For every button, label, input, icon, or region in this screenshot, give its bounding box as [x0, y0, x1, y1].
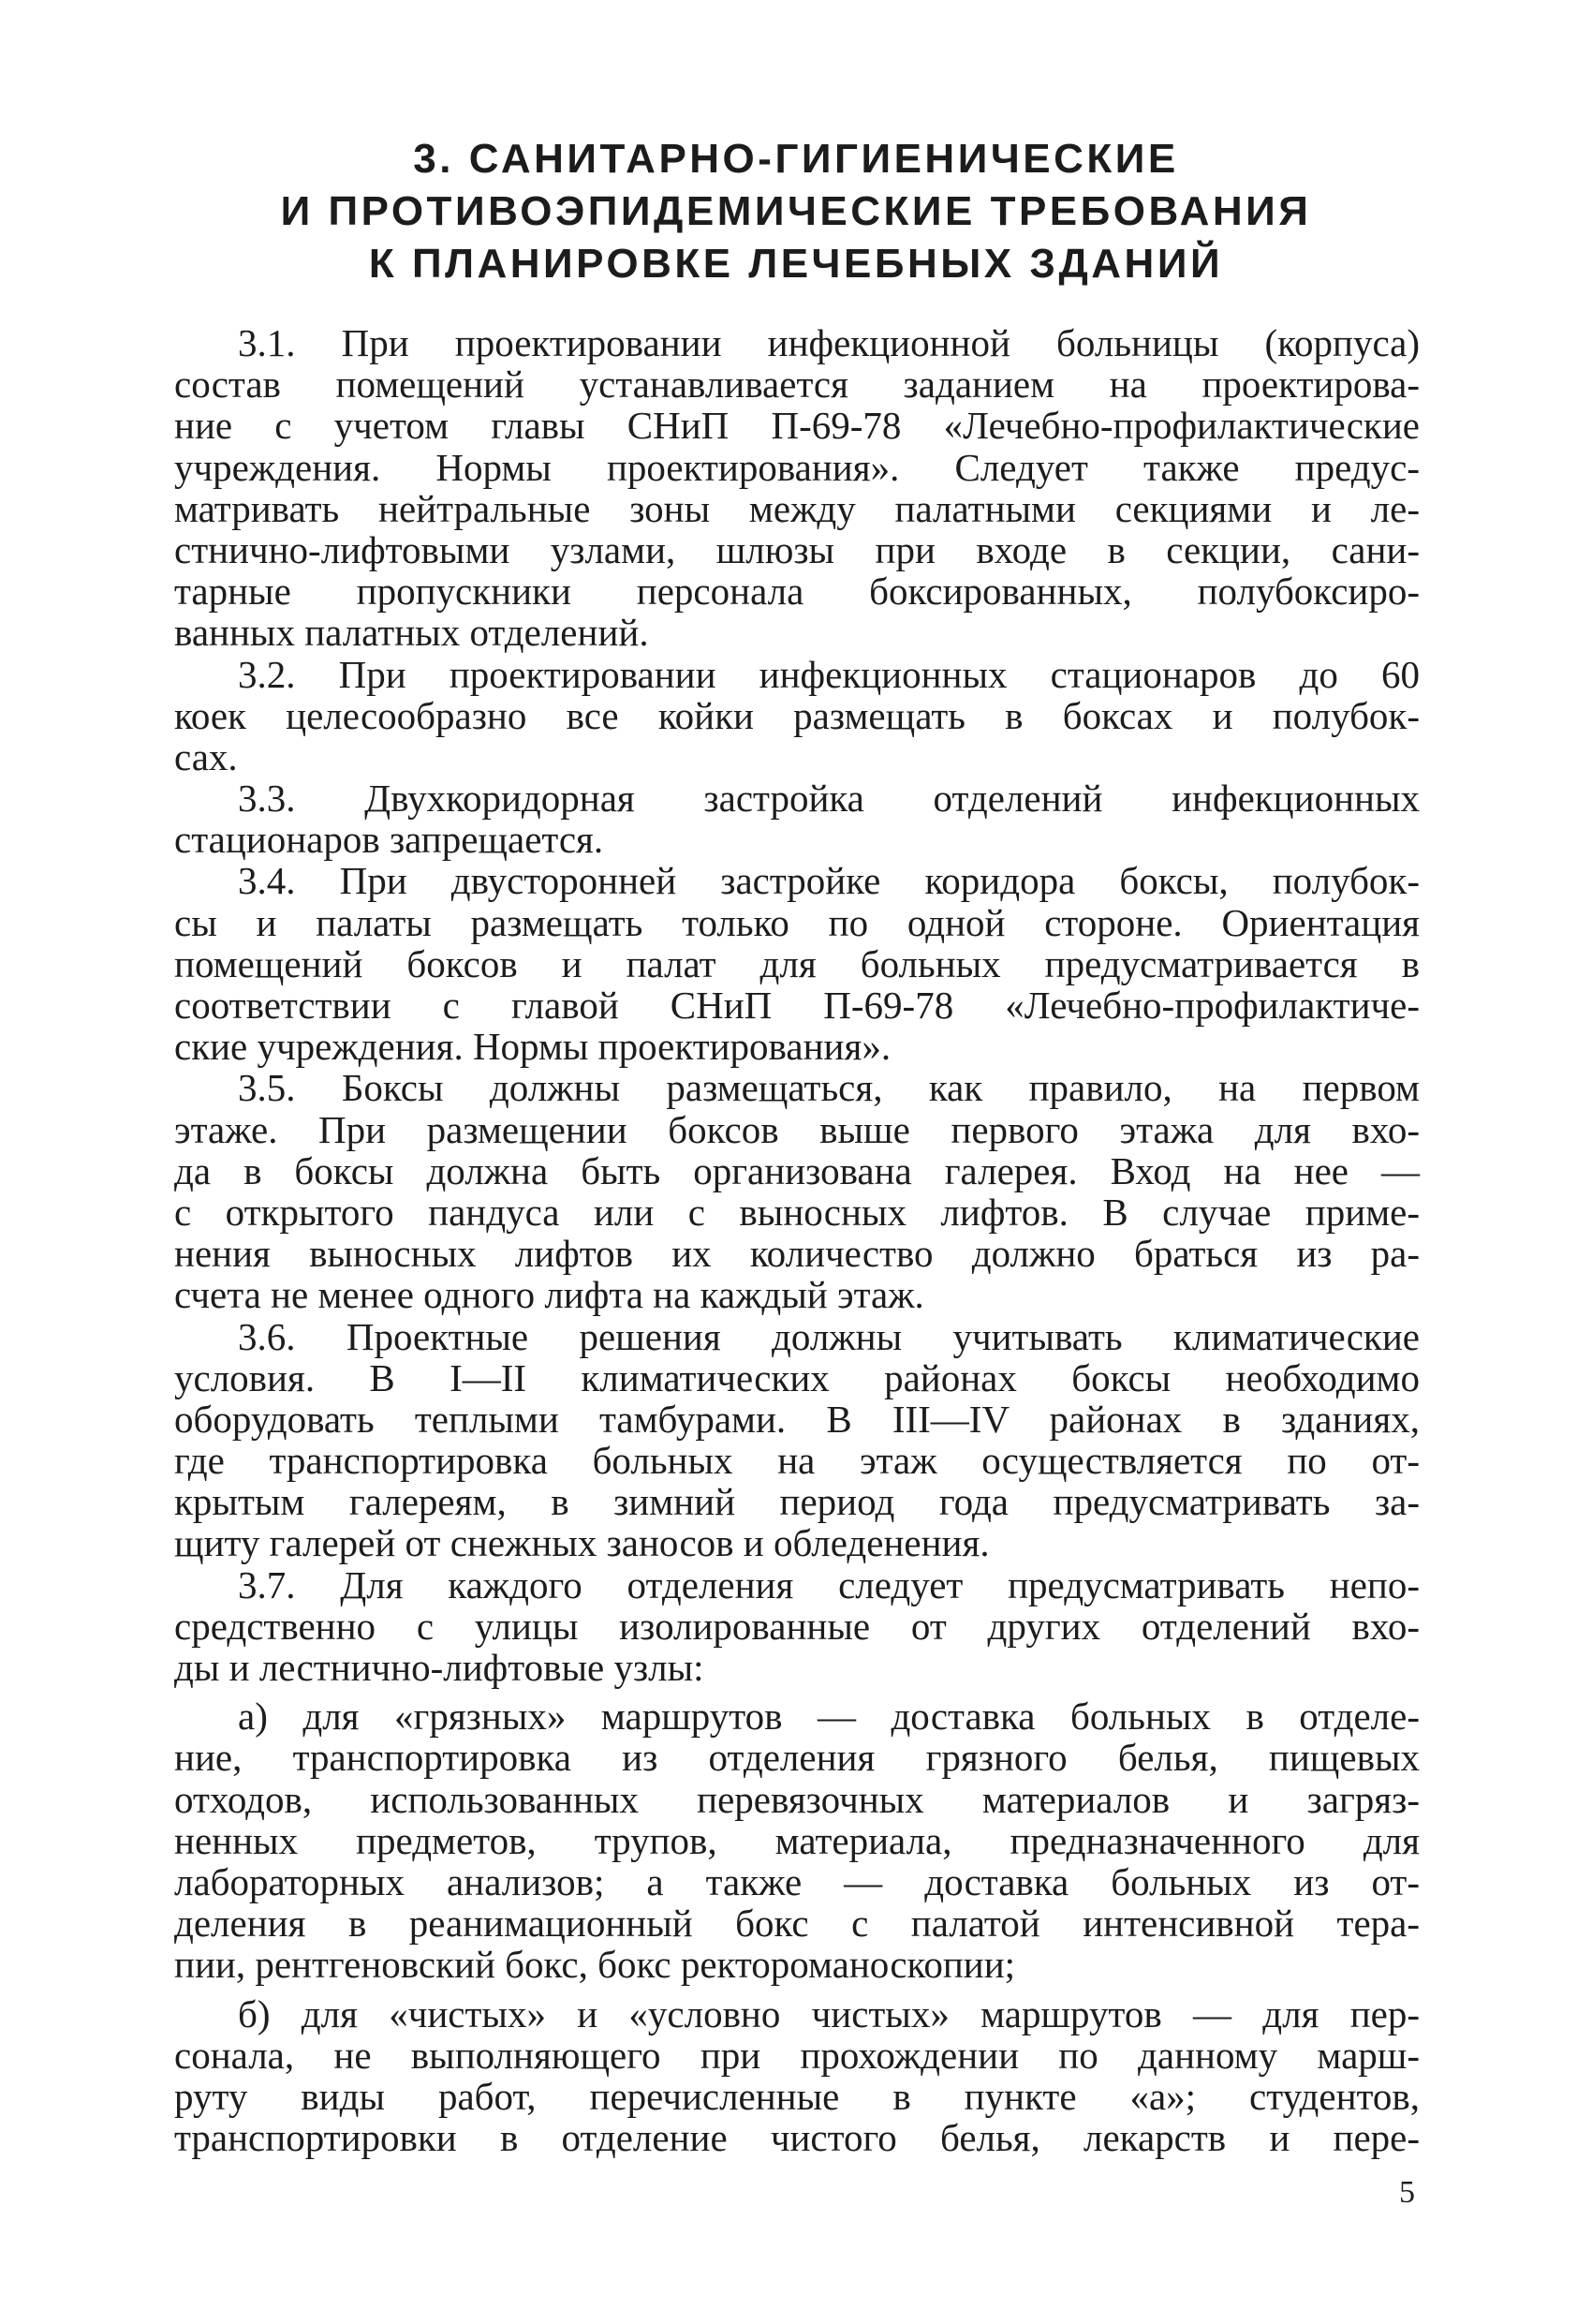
page-number: 5 — [1399, 2175, 1415, 2210]
text-line: счета не менее одного лифта на каждый этаж. — [174, 1273, 924, 1317]
body-text — [174, 322, 1420, 2158]
heading-line-3: К ПЛАНИРОВКЕ ЛЕЧЕБНЫХ ЗДАНИЙ — [368, 241, 1224, 287]
heading-line-1: 3. САНИТАРНО-ГИГИЕНИЧЕСКИЕ — [413, 136, 1179, 182]
text-line: руту виды работ, перечисленные в пункте «а»; студентов, — [174, 2074, 1420, 2118]
text-line: тарные пропускники персонала боксированных, полубоксиро- — [174, 570, 1420, 614]
text-line: нения выносных лифтов их количество должно браться из ра- — [174, 1232, 1420, 1276]
text-line: 3.6. Проектные решения должны учитывать климатические — [238, 1314, 1420, 1358]
text-line: сонала, не выполняющего при прохождении по данному марш- — [174, 2033, 1420, 2077]
text-line: крытым галереям, в зимний период года предусматривать за- — [174, 1480, 1420, 1524]
text-line: 3.5. Боксы должны размещаться, как правило, на первом — [238, 1066, 1420, 1110]
text-line: ды и лестнично-лифтовые узлы: — [174, 1646, 704, 1689]
text-line: помещений боксов и палат для больных предусматривается в — [174, 941, 1420, 985]
text-line: коек целесообразно все койки размещать в боксах и полубок- — [174, 693, 1420, 737]
text-line: условия. В I—II климатических районах боксы необходимо — [174, 1355, 1420, 1399]
text-line: учреждения. Нормы проектирования». Следует также предус- — [174, 445, 1420, 489]
text-line: матривать нейтральные зоны между палатными секциями и ле- — [174, 486, 1420, 530]
text-line: щиту галерей от снежных заносов и обледенения. — [174, 1521, 990, 1565]
text-line: где транспортировка больных на этаж осуществляется по от- — [174, 1439, 1420, 1483]
text-line: 3.3. Двухкоридорная застройка отделений инфекционных — [238, 777, 1420, 821]
text-line: сы и палаты размещать только по одной стороне. Ориентация — [174, 900, 1420, 944]
heading-line-2: И ПРОТИВОЭПИДЕМИЧЕСКИЕ ТРЕБОВАНИЯ — [280, 188, 1312, 234]
text-line: ненных предметов, трупов, материала, предназначенного для — [174, 1818, 1420, 1862]
text-line: оборудовать теплыми тамбурами. В III—IV районах в зданиях, — [174, 1397, 1420, 1441]
text-line: с открытого пандуса или с выносных лифтов. В случае приме- — [174, 1190, 1420, 1234]
section-heading — [0, 133, 1592, 290]
text-line: б) для «чистых» и «условно чистых» маршрутов — для пер- — [238, 1991, 1420, 2035]
text-line: а) для «грязных» маршрутов — доставка больных в отделе- — [238, 1695, 1420, 1739]
text-line: стнично-лифтовыми узлами, шлюзы при входе в секции, сани- — [174, 527, 1420, 571]
text-line: 3.4. При двусторонней застройке коридора боксы, полубок- — [238, 859, 1420, 903]
text-line: 3.7. Для каждого отделения следует предусматривать непо- — [238, 1562, 1420, 1606]
text-line: ские учреждения. Нормы проектирования». — [174, 1025, 892, 1069]
text-line: стационаров запрещается. — [174, 818, 604, 862]
text-line: отходов, использованных перевязочных материалов и загряз- — [174, 1777, 1420, 1821]
text-line: ванных палатных отделений. — [174, 611, 649, 655]
text-line: средственно с улицы изолированные от других отделений вхо- — [174, 1604, 1420, 1648]
text-line: лабораторных анализов; а также — доставка больных из от- — [174, 1859, 1420, 1903]
text-line: деления в реанимационный бокс с палатой интенсивной тера- — [174, 1902, 1420, 1946]
text-line: соответствии с главой СНиП П-69-78 «Лечебно-профилактиче- — [174, 984, 1420, 1027]
text-line: ние с учетом главы СНиП П-69-78 «Лечебно-профилактические — [174, 404, 1420, 448]
text-line: пии, рентгеновский бокс, бокс ректороманоскопии; — [174, 1943, 1016, 1987]
text-line: этаже. При размещении боксов выше первого этажа для вхо- — [174, 1107, 1420, 1151]
text-line: 3.2. При проектировании инфекционных стационаров до 60 — [238, 652, 1420, 696]
text-line: состав помещений устанавливается заданием на проектирова- — [174, 363, 1420, 407]
text-line: транспортировки в отделение чистого белья, лекарств и пере- — [174, 2116, 1420, 2160]
text-line: сах. — [174, 734, 238, 778]
text-line: 3.1. При проектировании инфекционной больницы (корпуса) — [238, 321, 1420, 364]
text-line: да в боксы должна быть организована галерея. Вход на нее — — [174, 1148, 1420, 1192]
text-line: ние, транспортировка из отделения грязного белья, пищевых — [174, 1736, 1420, 1780]
